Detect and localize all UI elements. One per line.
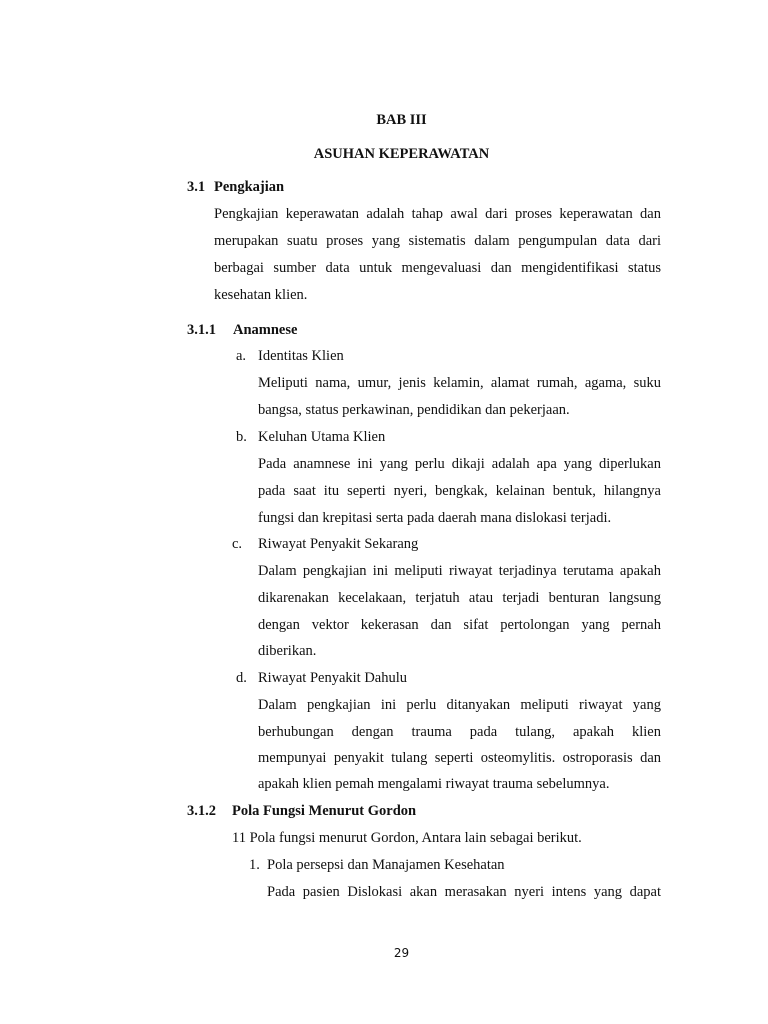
chapter-label: BAB III bbox=[376, 112, 427, 128]
paragraph-line: apakah klien pemah mengalami riwayat trauma sebelumnya. bbox=[258, 776, 610, 792]
paragraph-line: merupakan suatu proses yang sistematis dalam pengumpulan data dari bbox=[214, 233, 661, 249]
page-number: 29 bbox=[393, 946, 410, 960]
paragraph-line: Pada anamnese ini yang perlu dikaji adalah apa yang diperlukan bbox=[258, 456, 661, 472]
paragraph-line: Pada pasien Dislokasi akan merasakan nyeri intens yang dapat bbox=[267, 884, 661, 900]
paragraph-line: berhubungan dengan trauma pada tulang, apakah klien bbox=[258, 724, 661, 740]
paragraph-line: berbagai sumber data untuk mengevaluasi dan mengidentifikasi status bbox=[214, 260, 661, 276]
paragraph-line: dikarenakan kecelakaan, terjatuh atau terjadi benturan langsung bbox=[258, 590, 661, 606]
paragraph-line: fungsi dan krepitasi serta pada daerah mana dislokasi terjadi. bbox=[258, 510, 612, 526]
list-item-title: Keluhan Utama Klien bbox=[258, 429, 386, 445]
paragraph-line: Meliputi nama, umur, jenis kelamin, alamat rumah, agama, suku bbox=[258, 375, 661, 391]
subsection-number: 3.1.1 bbox=[187, 322, 216, 338]
list-item-title: Riwayat Penyakit Sekarang bbox=[258, 536, 419, 552]
subsection-title: Pola Fungsi Menurut Gordon bbox=[232, 803, 417, 819]
list-marker: 1. bbox=[249, 857, 260, 873]
paragraph-line: dengan vektor kekerasan dan sifat pertolongan yang pernah bbox=[258, 617, 661, 633]
subsection-number: 3.1.2 bbox=[187, 803, 216, 819]
section-number: 3.1 bbox=[187, 179, 206, 195]
paragraph-line: 11 Pola fungsi menurut Gordon, Antara lain sebagai berikut. bbox=[232, 830, 582, 846]
chapter-title: ASUHAN KEPERAWATAN bbox=[313, 146, 490, 162]
paragraph-line: Dalam pengkajian ini meliputi riwayat terjadinya terutama apakah bbox=[258, 563, 661, 579]
list-marker: d. bbox=[236, 670, 247, 686]
list-item-title: Pola persepsi dan Manajamen Kesehatan bbox=[267, 857, 505, 873]
paragraph-line: diberikan. bbox=[258, 643, 317, 659]
section-title: Pengkajian bbox=[214, 179, 285, 195]
paragraph-line: kesehatan klien. bbox=[214, 287, 308, 303]
paragraph-line: mempunyai penyakit tulang seperti osteomylitis. ostroporasis dan bbox=[258, 750, 661, 766]
list-item-title: Riwayat Penyakit Dahulu bbox=[258, 670, 408, 686]
list-marker: c. bbox=[232, 536, 243, 552]
list-marker: a. bbox=[236, 348, 247, 364]
paragraph-line: Dalam pengkajian ini perlu ditanyakan meliputi riwayat yang bbox=[258, 697, 661, 713]
paragraph-line: bangsa, status perkawinan, pendidikan dan pekerjaan. bbox=[258, 402, 570, 418]
subsection-title: Anamnese bbox=[233, 322, 298, 338]
paragraph-line: Pengkajian keperawatan adalah tahap awal dari proses keperawatan dan bbox=[214, 206, 661, 222]
list-marker: b. bbox=[236, 429, 247, 445]
list-item-title: Identitas Klien bbox=[258, 348, 344, 364]
paragraph-line: pada saat itu seperti nyeri, bengkak, kelainan bentuk, hilangnya bbox=[258, 483, 661, 499]
